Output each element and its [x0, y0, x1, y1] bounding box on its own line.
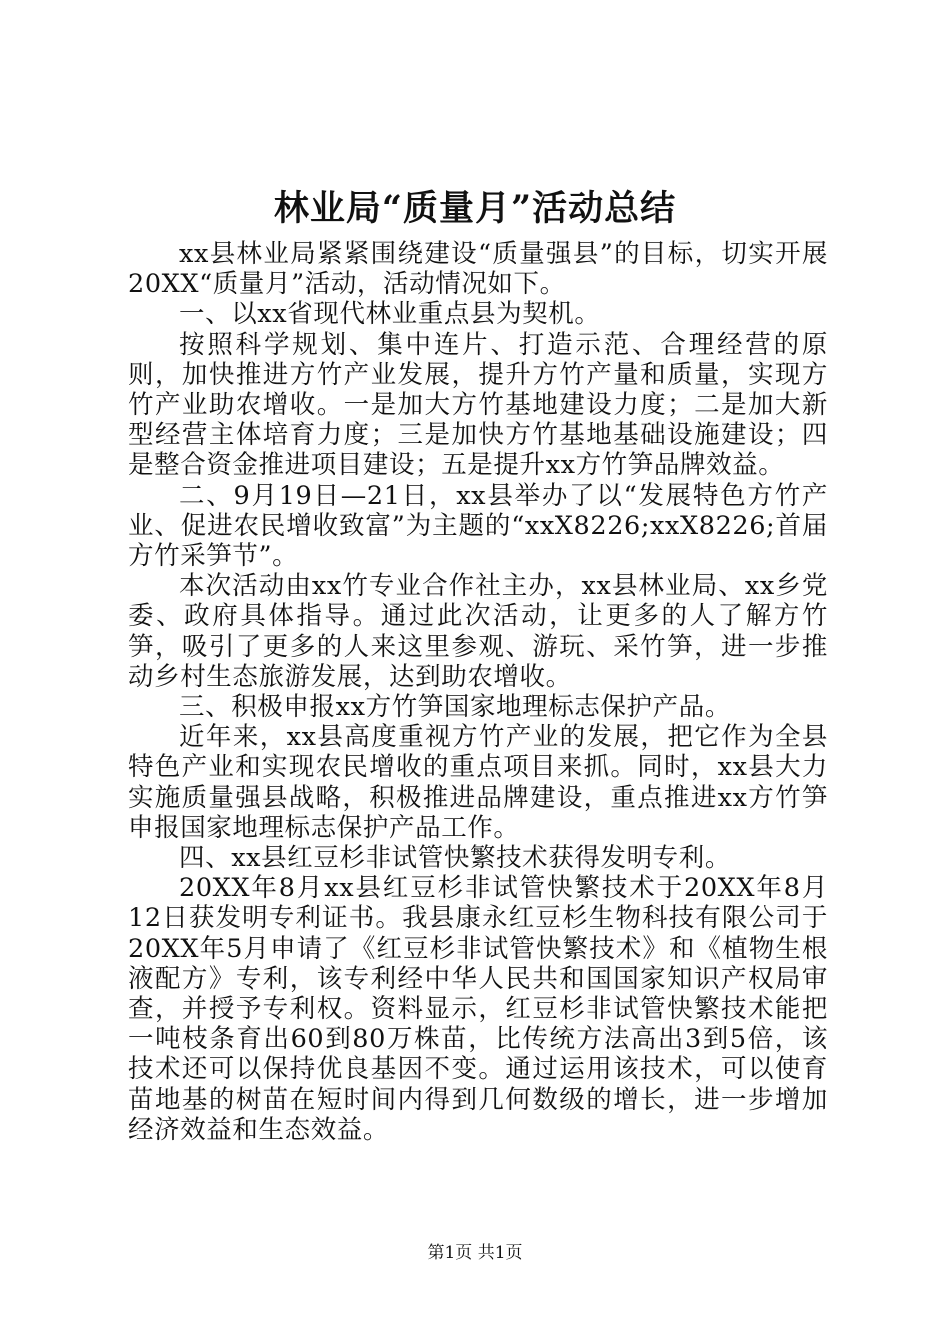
section-heading-4: 四、xx县红豆杉非试管快繁技术获得发明专利。	[179, 843, 731, 874]
paragraph-section-2: 本次活动由xx竹专业合作社主办，xx县林业局、xx乡党委、政府具体指导。通过此次活动，让更多的人了解方竹笋，吸引了更多的人来这里参观、游玩、采竹笋，进一步推动乡村生态旅游发展，达到助农增收。	[128, 571, 828, 692]
document-title: 林业局“质量月”活动总结	[273, 188, 677, 229]
page-footer: 第1页 共1页	[427, 1243, 523, 1263]
section-heading-2: 二、9月19日—21日，xx县举办了以“发展特色方竹产业、促进农民增收致富”为主题的“xxX8226;xxX8226;首届方竹采笋节”。	[128, 480, 828, 572]
document-body	[128, 239, 828, 1145]
section-heading-3: 三、积极申报xx方竹笋国家地理标志保护产品。	[179, 692, 731, 723]
paragraph-section-1: 按照科学规划、集中连片、打造示范、合理经营的原则，加快推进方竹产业发展，提升方竹产量和质量，实现方竹产业助农增收。一是加大方竹基地建设力度；二是加大新型经营主体培育力度；三是加快方竹基地基础设施建设；四是整合资金推进项目建设；五是提升xx方竹笋品牌效益。	[128, 329, 828, 481]
paragraph-section-4: 20XX年8月xx县红豆杉非试管快繁技术于20XX年8月12日获发明专利证书。我县康永红豆杉生物科技有限公司于20XX年5月申请了《红豆杉非试管快繁技术》和《植物生根液配方》专利，该专利经中华人民共和国国家知识产权局审查，并授予专利权。资料显示，红豆杉非试管快繁技术能把一吨枝条育出60到80万株苗，比传统方法高出3到5倍，该技术还可以保持优良基因不变。通过运用该技术，可以使育苗地基的树苗在短时间内得到几何数级的增长，进一步增加经济效益和生态效益。	[128, 873, 828, 1145]
paragraph-section-3: 近年来，xx县高度重视方竹产业的发展，把它作为全县特色产业和实现农民增收的重点项目来抓。同时，xx县大力实施质量强县战略，积极推进品牌建设，重点推进xx方竹笋申报国家地理标志保护产品工作。	[128, 722, 828, 843]
section-heading-1: 一、以xx省现代林业重点县为契机。	[179, 299, 601, 330]
paragraph-intro: xx县林业局紧紧围绕建设“质量强县”的目标，切实开展20XX“质量月”活动，活动情况如下。	[128, 239, 828, 300]
